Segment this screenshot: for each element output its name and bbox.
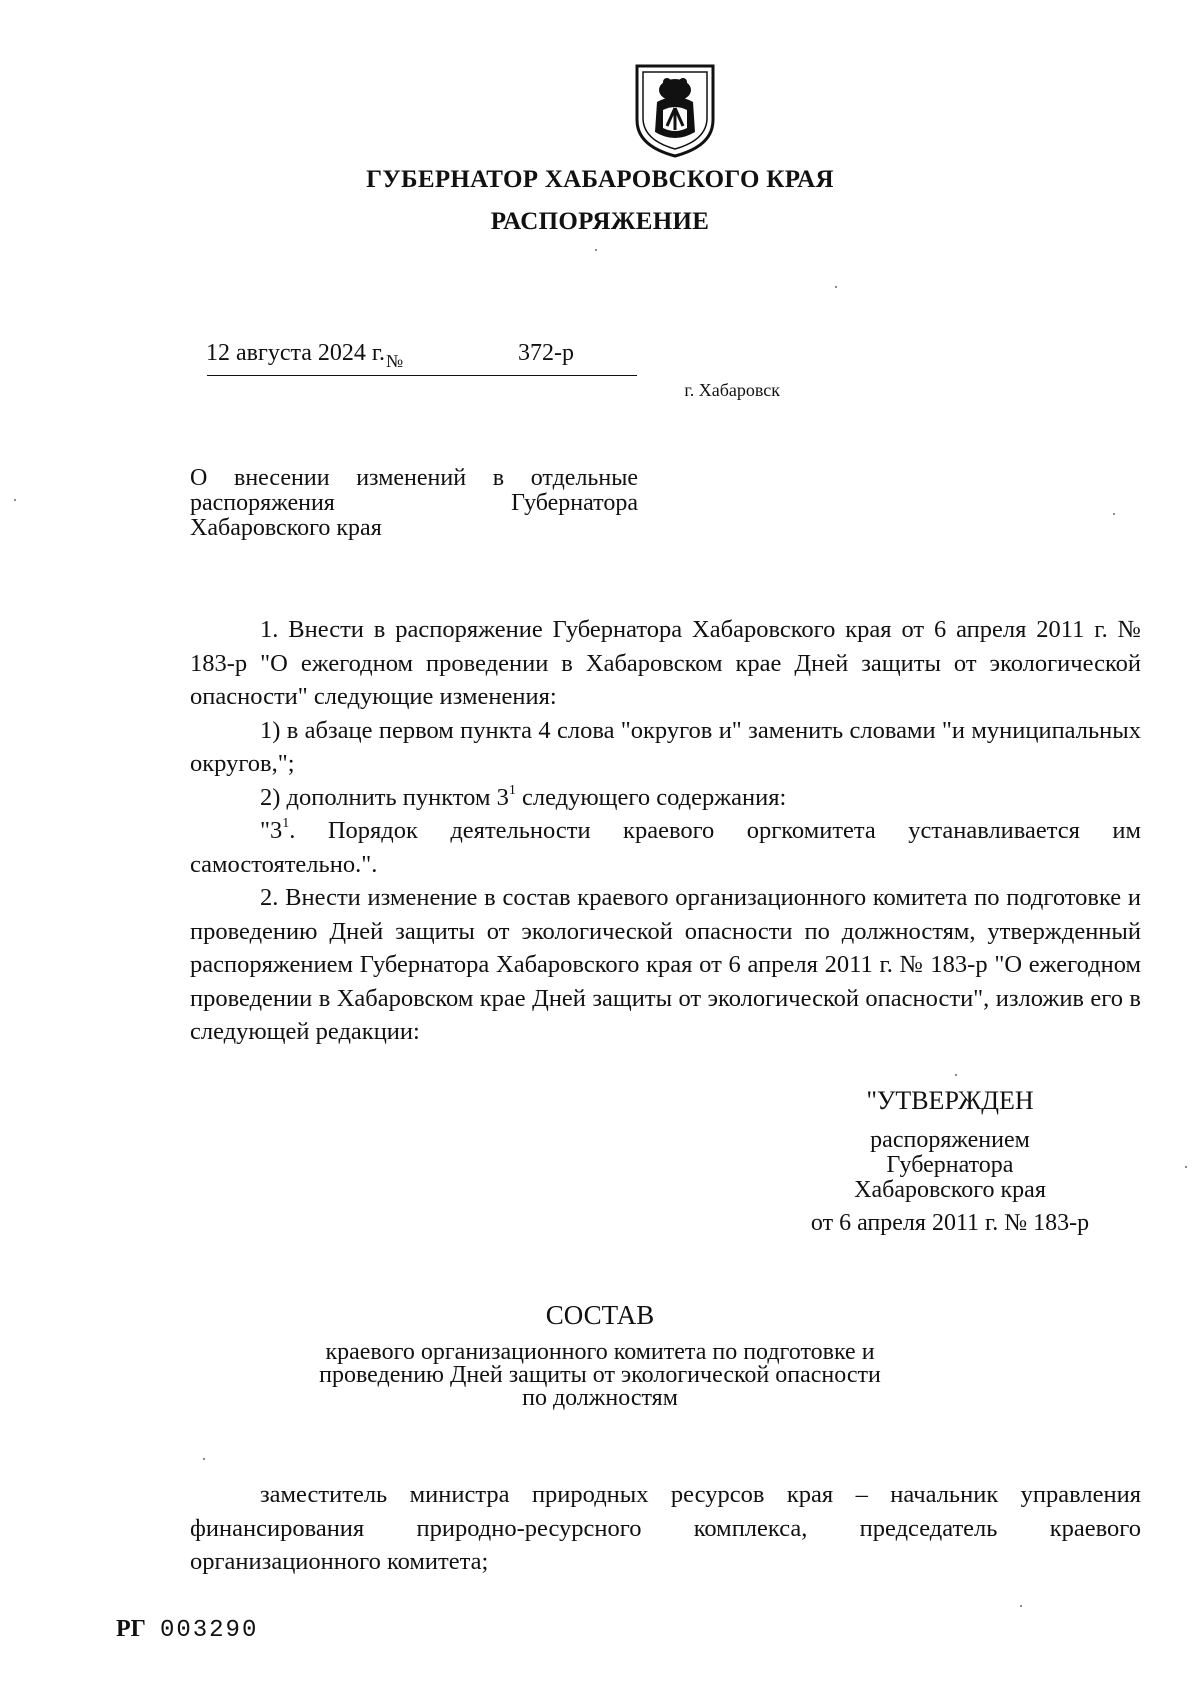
approval-lines (760, 1128, 1140, 1203)
scan-speck (1113, 513, 1115, 515)
scan-speck (835, 286, 837, 288)
composition-line-2: проведению Дней защиты от экологической опасности (319, 1362, 881, 1388)
paragraph-4-text-end: . Порядок деятельности краевого оргкомитета устанавливается им самостоятельно.". (190, 817, 1141, 878)
approval-line-2: Губернатора (886, 1152, 1014, 1178)
paragraph-3 (190, 781, 1141, 815)
scan-speck (1185, 1166, 1187, 1168)
date-number-underline (207, 375, 637, 376)
document-date: 12 августа 2024 г. (206, 340, 386, 366)
paragraph-5: 2. Внести изменение в состав краевого организационного комитета по подготовке и проведению Дней защиты от экологической опасности по должностям, утвержденный распоряжением Губернатора Хабаровского края от 6 апреля 2011 г. № 183-р "О ежегодном проведении в Хабаровском крае Дней защиты от экологической опасности", изложив его в следующей редакции: (190, 884, 1141, 1045)
paragraph-4-text: "3 (260, 817, 283, 844)
scan-speck (595, 249, 597, 251)
approval-line-3: Хабаровского края (854, 1177, 1046, 1203)
document-type: РАСПОРЯЖЕНИЕ (490, 208, 710, 235)
paragraph-1: 1. Внести в распоряжение Губернатора Хабаровского края от 6 апреля 2011 г. № 183-р "О ежегодном проведении в Хабаровском крае Дней защиты от экологической опасности" следующие изменения: (190, 616, 1141, 710)
member-entry: заместитель министра природных ресурсов края – начальник управления финансирования природно-ресурсного комплекса, председатель краевого организационного комитета; (190, 1481, 1141, 1575)
composition-title: СОСТАВ (545, 1300, 655, 1330)
number-sign: № (386, 351, 404, 371)
scan-speck (14, 499, 16, 501)
scan-speck (955, 1074, 957, 1076)
paragraph-2: 1) в абзаце первом пункта 4 слова "округов и" заменить словами "и муниципальных округов,"; (190, 716, 1141, 777)
composition-line-3: по должностям (522, 1385, 678, 1411)
document-subject (190, 466, 638, 541)
scan-speck (1020, 1605, 1022, 1607)
superscript: 1 (508, 782, 516, 798)
coat-of-arms-icon (633, 62, 717, 158)
scan-speck (203, 1458, 205, 1460)
superscript: 1 (282, 816, 290, 831)
serial-number: 003290 (159, 1617, 259, 1644)
paragraph-3-text: 2) дополнить пунктом 3 (260, 783, 509, 811)
composition-subtitle (0, 1341, 1200, 1410)
document-body (190, 613, 1141, 1049)
composition-line-1: краевого организационного комитета по подготовке и (325, 1339, 875, 1365)
document-number: 372-р (518, 340, 574, 366)
approval-heading: "УТВЕРЖДЕН (866, 1086, 1034, 1115)
paragraph-3-text-end: следующего содержания: (515, 783, 787, 811)
paragraph-4 (190, 814, 1141, 881)
authority-title: ГУБЕРНАТОР ХАБАРОВСКОГО КРАЯ (366, 166, 834, 193)
form-serial-number (116, 1616, 258, 1644)
subject-line-2-right: Губернатора (511, 490, 638, 516)
members-list (190, 1478, 1141, 1579)
subject-line-2 (190, 491, 638, 516)
approval-reference: от 6 апреля 2011 г. № 183-р (810, 1210, 1090, 1236)
serial-prefix: РГ (116, 1616, 146, 1642)
subject-line-2-left: распоряжения (190, 490, 335, 516)
document-city: г. Хабаровск (684, 380, 780, 400)
subject-line-3: Хабаровского края (190, 515, 382, 541)
approval-line-1: распоряжением (870, 1127, 1030, 1153)
subject-line-1: О внесении изменений в отдельные (190, 465, 638, 491)
